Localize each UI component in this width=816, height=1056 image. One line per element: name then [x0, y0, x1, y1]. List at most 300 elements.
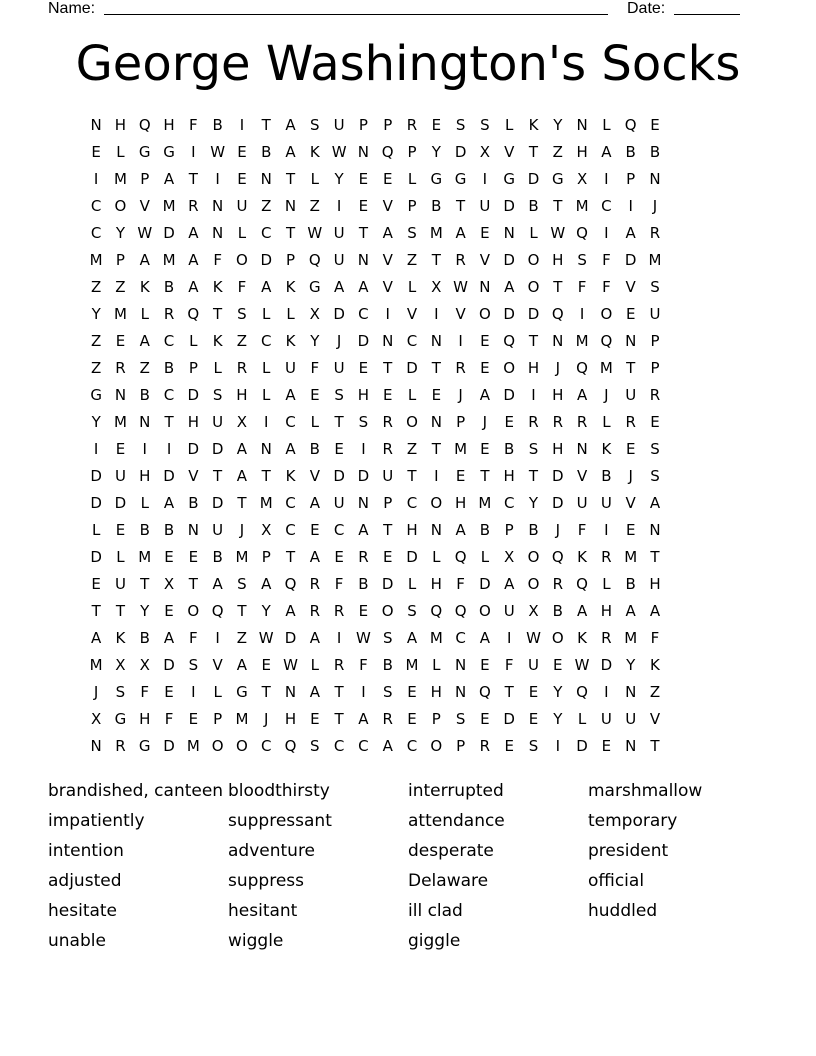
grid-letter: U [236, 197, 248, 215]
grid-letter: H [187, 413, 199, 431]
grid-letter: T [261, 683, 271, 701]
grid-letter: E [528, 683, 539, 701]
grid-letter: G [90, 386, 102, 404]
grid-letter: V [625, 494, 636, 512]
grid-letter: X [431, 278, 442, 296]
grid-letter: M [599, 359, 613, 377]
page-title: George Washington's Socks [75, 36, 741, 92]
grid-letter: H [600, 602, 613, 620]
grid-letter: P [456, 737, 466, 755]
grid-letter: N [576, 116, 588, 134]
grid-letter: I [458, 332, 463, 350]
grid-row [84, 491, 734, 518]
grid-letter: C [163, 386, 175, 404]
grid-letter: G [551, 170, 564, 188]
grid-letter: Z [406, 251, 418, 269]
grid-letter: S [115, 683, 126, 701]
grid-letter: L [310, 413, 319, 431]
grid-letter: B [382, 656, 393, 674]
grid-letter: D [90, 467, 102, 485]
grid-letter: S [650, 467, 660, 485]
word-list-item: impatiently [48, 811, 145, 831]
grid-letter: L [529, 224, 538, 242]
grid-letter: F [334, 575, 344, 593]
grid-letter: Y [626, 656, 636, 674]
grid-letter: B [528, 521, 539, 539]
grid-letter: P [115, 251, 125, 269]
grid-letter: A [576, 602, 588, 620]
grid-letter: T [188, 170, 198, 188]
grid-letter: T [407, 467, 417, 485]
grid-letter: I [191, 143, 196, 161]
grid-letter: I [506, 629, 512, 647]
grid-letter: L [140, 305, 149, 323]
grid-letter: V [188, 467, 199, 485]
grid-letter: F [504, 656, 514, 674]
grid-letter: M [162, 197, 176, 215]
grid-letter: H [527, 359, 540, 377]
grid-letter: M [259, 494, 273, 512]
grid-letter: Q [576, 359, 588, 377]
grid-letter: K [650, 656, 660, 674]
grid-letter: R [625, 413, 636, 431]
grid-letter: L [262, 359, 271, 377]
grid-letter: O [236, 251, 248, 269]
grid-letter: P [188, 359, 198, 377]
grid-letter: E [455, 467, 466, 485]
grid-letter: C [285, 494, 296, 512]
grid-letter: B [139, 629, 150, 647]
grid-letter: J [264, 710, 269, 728]
grid-letter: U [600, 710, 612, 728]
grid-letter: Y [528, 494, 539, 512]
grid-letter: E [625, 440, 636, 458]
grid-row [84, 248, 734, 275]
grid-letter: E [334, 440, 344, 458]
grid-letter: L [480, 548, 490, 566]
grid-letter: E [625, 521, 636, 539]
grid-letter: L [116, 548, 125, 566]
grid-letter: A [406, 629, 418, 647]
grid-letter: H [552, 440, 564, 458]
grid-letter: W [550, 224, 566, 242]
grid-letter: C [90, 224, 102, 242]
grid-letter: P [650, 332, 660, 350]
grid-letter: E [164, 602, 174, 620]
grid-letter: N [139, 413, 151, 431]
grid-letter: U [382, 467, 394, 485]
grid-letter: J [239, 521, 245, 539]
grid-letter: V [309, 467, 320, 485]
grid-letter: D [163, 467, 175, 485]
grid-letter: S [237, 575, 247, 593]
grid-letter: F [456, 575, 465, 593]
grid-row [84, 410, 734, 437]
grid-letter: Q [551, 548, 564, 566]
grid-letter: A [649, 494, 661, 512]
grid-letter: D [357, 332, 370, 350]
grid-row [84, 707, 734, 734]
grid-letter: H [406, 521, 418, 539]
grid-letter: T [237, 602, 247, 620]
grid-letter: R [552, 413, 563, 431]
grid-letter: E [504, 737, 514, 755]
grid-letter: T [115, 602, 126, 620]
word-list-item: temporary [588, 811, 678, 831]
grid-letter: V [212, 656, 223, 674]
grid-letter: E [480, 332, 490, 350]
word-list-item: marshmallow [588, 781, 703, 801]
grid-letter: Z [309, 197, 320, 215]
grid-letter: H [552, 251, 564, 269]
grid-letter: K [577, 629, 587, 647]
grid-letter: T [650, 548, 660, 566]
grid-letter: F [189, 629, 198, 647]
grid-letter: S [188, 656, 199, 674]
grid-letter: M [162, 251, 176, 269]
grid-letter: W [574, 656, 590, 674]
grid-letter: Q [576, 224, 588, 242]
grid-letter: R [601, 629, 612, 647]
grid-letter: G [503, 170, 515, 188]
grid-letter: T [164, 413, 174, 431]
grid-letter: N [284, 683, 297, 701]
grid-letter: I [361, 440, 366, 458]
grid-letter: A [285, 440, 296, 458]
grid-letter: R [479, 737, 491, 755]
grid-letter: O [478, 602, 491, 620]
grid-letter: R [309, 602, 321, 620]
grid-letter: Q [308, 251, 321, 269]
grid-letter: P [504, 521, 514, 539]
grid-letter: D [163, 224, 175, 242]
grid-letter: R [649, 224, 661, 242]
grid-letter: I [191, 683, 196, 701]
grid-row [84, 545, 734, 572]
grid-letter: H [649, 575, 661, 593]
grid-letter: R [576, 413, 588, 431]
grid-letter: E [528, 710, 539, 728]
grid-letter: E [188, 548, 199, 566]
grid-letter: I [385, 305, 390, 323]
grid-letter: Q [454, 548, 467, 566]
grid-letter: M [235, 548, 249, 566]
grid-letter: Y [261, 602, 271, 620]
grid-letter: Z [649, 683, 661, 701]
grid-letter: J [555, 359, 560, 377]
grid-letter: B [163, 278, 175, 296]
grid-letter: J [93, 683, 99, 701]
grid-letter: Q [381, 143, 394, 161]
grid-letter: D [211, 494, 224, 512]
grid-letter: D [503, 710, 515, 728]
grid-letter: Z [115, 278, 126, 296]
grid-letter: U [625, 386, 637, 404]
grid-letter: K [309, 143, 320, 161]
grid-letter: I [93, 170, 99, 188]
grid-letter: N [430, 413, 442, 431]
grid-letter: C [358, 737, 369, 755]
grid-row [84, 302, 734, 329]
grid-letter: D [333, 305, 345, 323]
grid-letter: H [284, 710, 297, 728]
grid-letter: E [480, 710, 490, 728]
grid-letter: A [358, 521, 369, 539]
grid-letter: M [113, 170, 127, 188]
word-list-item: bloodthirsty [228, 781, 330, 801]
grid-letter: D [260, 251, 272, 269]
word-list [48, 779, 768, 959]
grid-letter: N [430, 521, 442, 539]
grid-letter: J [458, 386, 463, 404]
grid-letter: O [527, 278, 540, 296]
grid-letter: E [480, 359, 490, 377]
grid-letter: D [479, 575, 491, 593]
grid-letter: R [309, 575, 321, 593]
grid-letter: S [577, 251, 587, 269]
grid-letter: S [382, 629, 393, 647]
grid-letter: H [163, 116, 175, 134]
grid-letter: Q [478, 683, 491, 701]
grid-letter: W [283, 656, 298, 674]
grid-letter: O [406, 413, 418, 431]
grid-letter: W [355, 629, 371, 647]
grid-letter: Y [91, 305, 101, 323]
grid-letter: E [625, 305, 636, 323]
grid-letter: A [188, 278, 199, 296]
grid-letter: D [163, 737, 175, 755]
grid-letter: A [163, 629, 175, 647]
grid-letter: T [431, 359, 441, 377]
grid-letter: L [140, 494, 149, 512]
grid-letter: T [528, 143, 539, 161]
grid-letter: R [455, 251, 466, 269]
grid-letter: M [454, 440, 468, 458]
grid-letter: A [236, 656, 248, 674]
name-label: Name: [48, 0, 96, 17]
grid-letter: E [407, 710, 417, 728]
grid-letter: Z [552, 143, 563, 161]
grid-letter: Z [261, 197, 272, 215]
grid-letter: A [285, 143, 296, 161]
grid-letter: R [601, 548, 612, 566]
grid-letter: T [528, 467, 539, 485]
grid-letter: R [649, 386, 661, 404]
grid-letter: D [357, 467, 370, 485]
grid-letter: I [166, 440, 172, 458]
grid-letter: N [503, 224, 515, 242]
grid-letter: U [625, 710, 637, 728]
grid-letter: Q [211, 602, 224, 620]
grid-letter: P [286, 251, 296, 269]
grid-letter: E [358, 602, 369, 620]
grid-letter: X [91, 710, 102, 728]
grid-letter: A [285, 602, 296, 620]
grid-letter: L [577, 710, 587, 728]
grid-letter: I [336, 629, 342, 647]
grid-letter: B [504, 440, 515, 458]
grid-letter: N [260, 440, 272, 458]
word-list-item: president [588, 841, 669, 861]
grid-letter: R [358, 548, 369, 566]
grid-letter: Z [406, 440, 418, 458]
grid-letter: G [138, 737, 151, 755]
grid-letter: P [261, 548, 271, 566]
grid-letter: A [358, 278, 369, 296]
grid-letter: M [624, 548, 638, 566]
grid-letter: U [649, 305, 661, 323]
grid-row [84, 221, 734, 248]
grid-letter: L [262, 305, 271, 323]
grid-letter: H [576, 143, 588, 161]
grid-row [84, 194, 734, 221]
grid-letter: X [261, 521, 272, 539]
grid-letter: I [604, 683, 609, 701]
grid-letter: K [212, 278, 223, 296]
grid-letter: D [90, 548, 102, 566]
grid-letter: Q [284, 575, 297, 593]
grid-letter: M [575, 332, 589, 350]
grid-letter: Z [91, 359, 102, 377]
grid-letter: E [504, 413, 514, 431]
grid-letter: T [383, 521, 393, 539]
grid-row [84, 599, 734, 626]
grid-letter: L [262, 386, 271, 404]
grid-letter: B [625, 143, 636, 161]
grid-row [84, 113, 734, 140]
grid-letter: U [600, 494, 612, 512]
grid-letter: R [552, 575, 563, 593]
grid-letter: R [115, 737, 126, 755]
grid-letter: O [381, 602, 394, 620]
grid-letter: T [213, 305, 223, 323]
grid-letter: A [188, 224, 199, 242]
grid-letter: E [431, 116, 442, 134]
grid-letter: F [602, 251, 611, 269]
grid-letter: E [164, 683, 174, 701]
grid-letter: R [188, 197, 199, 215]
grid-letter: W [526, 629, 541, 647]
grid-letter: P [456, 413, 466, 431]
word-list-item: suppress [228, 871, 305, 891]
grid-letter: W [137, 224, 153, 242]
grid-letter: S [650, 440, 660, 458]
grid-letter: U [333, 224, 345, 242]
word-list-item: huddled [588, 901, 658, 921]
grid-letter: B [188, 494, 199, 512]
grid-letter: T [334, 710, 344, 728]
grid-letter: T [285, 170, 296, 188]
grid-letter: T [261, 467, 271, 485]
grid-letter: B [261, 143, 272, 161]
grid-letter: N [187, 521, 199, 539]
grid-letter: T [285, 548, 296, 566]
word-list-item: brandished, canteen [48, 781, 224, 801]
grid-letter: M [235, 710, 249, 728]
grid-letter: J [604, 386, 609, 404]
grid-row [84, 464, 734, 491]
grid-letter: U [503, 602, 515, 620]
grid-letter: D [187, 386, 200, 404]
grid-letter: E [407, 683, 417, 701]
grid-letter: N [212, 224, 224, 242]
grid-letter: N [357, 494, 370, 512]
grid-letter: N [625, 332, 637, 350]
grid-letter: N [430, 332, 442, 350]
grid-letter: A [285, 386, 296, 404]
grid-letter: A [212, 575, 223, 593]
grid-letter: M [405, 656, 419, 674]
grid-letter: E [310, 710, 320, 728]
grid-letter: H [139, 710, 151, 728]
grid-letter: E [480, 440, 490, 458]
grid-letter: C [503, 494, 515, 512]
grid-letter: I [434, 467, 439, 485]
grid-row [84, 626, 734, 653]
grid-letter: L [602, 413, 611, 431]
grid-letter: Y [140, 602, 150, 620]
word-list-item: interrupted [408, 781, 504, 801]
grid-letter: C [333, 737, 345, 755]
grid-letter: H [357, 386, 370, 404]
grid-letter: R [333, 656, 345, 674]
grid-letter: A [309, 629, 320, 647]
grid-letter: X [576, 170, 588, 188]
grid-letter: V [406, 305, 418, 323]
grid-letter: I [482, 170, 488, 188]
grid-row [84, 680, 734, 707]
grid-letter: A [625, 224, 636, 242]
grid-letter: F [213, 251, 222, 269]
grid-letter: I [604, 170, 609, 188]
grid-letter: W [210, 143, 226, 161]
grid-letter: I [434, 305, 439, 323]
word-list-item: hesitate [48, 901, 118, 921]
grid-letter: I [628, 197, 633, 215]
grid-letter: A [236, 467, 248, 485]
word-list-item: adventure [228, 841, 316, 861]
grid-letter: K [115, 629, 126, 647]
grid-letter: E [115, 521, 126, 539]
grid-letter: T [358, 224, 368, 242]
grid-letter: I [336, 197, 342, 215]
grid-letter: O [527, 548, 540, 566]
grid-letter: P [407, 143, 417, 161]
grid-letter: E [91, 143, 101, 161]
grid-letter: R [455, 359, 466, 377]
grid-letter: L [432, 656, 441, 674]
grid-letter: D [527, 170, 540, 188]
grid-letter: E [237, 143, 247, 161]
grid-letter: E [237, 170, 247, 188]
word-list-item: unable [48, 931, 106, 951]
grid-letter: P [650, 359, 660, 377]
grid-letter: V [625, 278, 636, 296]
grid-letter: O [503, 359, 516, 377]
grid-letter: N [212, 197, 224, 215]
word-list-item: Delaware [408, 871, 489, 891]
grid-letter: M [113, 305, 127, 323]
grid-letter: E [650, 413, 660, 431]
grid-letter: V [139, 197, 150, 215]
grid-letter: V [382, 251, 393, 269]
grid-letter: R [382, 710, 393, 728]
grid-letter: Z [91, 332, 102, 350]
grid-letter: D [90, 494, 102, 512]
grid-letter: A [139, 332, 150, 350]
grid-letter: O [430, 737, 443, 755]
grid-letter: C [601, 197, 612, 215]
